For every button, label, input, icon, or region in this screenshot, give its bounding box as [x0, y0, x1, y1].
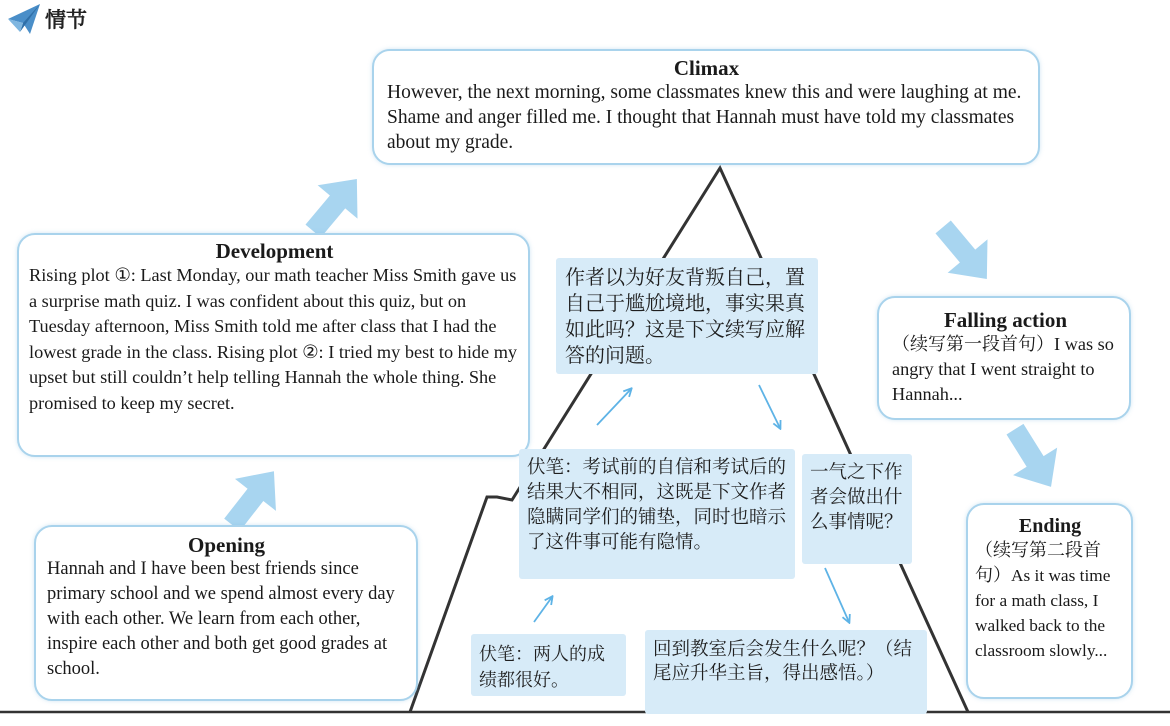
- ending-card: [966, 503, 1133, 699]
- ending-text: As it was time for a math class, I walked back to the classroom slowly...: [975, 566, 1111, 660]
- section-header: [6, 2, 87, 36]
- arrow-falling-to-ending-icon: [993, 415, 1073, 500]
- development-text: Rising plot ①: Last Monday, our math teacher Miss Smith gave us a surprise math quiz. I was confident about this quiz, but on Tuesday afternoon, Miss Smith told me after class that I had the lowest grade in the class. Rising plot ②: I tried my best to hide my upset but still couldn’t help telling Hannah the whole thing. She promised to keep my secret.: [29, 265, 518, 413]
- arrow-climax-to-falling-icon: [923, 210, 1007, 296]
- opening-card: [34, 525, 418, 701]
- falling-action-body: [892, 332, 1119, 407]
- opening-title: Opening: [187, 533, 266, 557]
- paper-plane-icon: [6, 2, 42, 36]
- section-title: 情节: [45, 8, 87, 32]
- opening-text: Hannah and I have been best friends since primary school and we spend almost every day with each other. We learn from each other, inspire each other and both get good grades at school.: [47, 559, 395, 679]
- note-foreshadow: 伏笔：考试前的自信和考试后的结果大不相同，这既是下文作者隐瞒同学们的铺垫，同时也暗示了这件事可能有隐情。: [519, 449, 795, 579]
- small-arrow-betrayal-icon: [759, 385, 780, 428]
- climax-text: However, the next morning, some classmates knew this and were laughing at me. Shame and anger filled me. I thought that Hannah must have told my classmates about my grade.: [387, 82, 1022, 153]
- falling-action-cue: （续写第一段首句）: [892, 334, 1054, 355]
- ending-title: Ending: [1018, 515, 1082, 537]
- ending-body: [975, 538, 1125, 663]
- note-grades: 伏笔：两人的成绩都很好。: [471, 634, 626, 696]
- small-arrow-grades-icon: [534, 597, 552, 622]
- note-angry: 一气之下作者会做出什么事情呢？: [802, 454, 912, 564]
- note-betrayal: 作者以为好友背叛自己，置自己于尴尬境地，事实果真如此吗？这是下文续写应解答的问题。: [556, 258, 818, 374]
- falling-action-card: [877, 296, 1131, 420]
- development-title: Development: [215, 239, 334, 263]
- small-arrow-angry-icon: [825, 568, 849, 622]
- falling-action-title: Falling action: [943, 308, 1068, 332]
- development-card: [17, 233, 530, 457]
- climax-title: Climax: [673, 56, 740, 80]
- note-return: 回到教室后会发生什么呢？（结尾应升华主旨，得出感悟。）: [645, 630, 927, 714]
- small-arrow-foreshadow-icon: [597, 389, 631, 425]
- falling-action-text: I was so angry that I went straight to Hannah...: [892, 334, 1114, 404]
- climax-card: [372, 49, 1040, 165]
- ending-cue: （续写第二段首句）: [975, 540, 1101, 586]
